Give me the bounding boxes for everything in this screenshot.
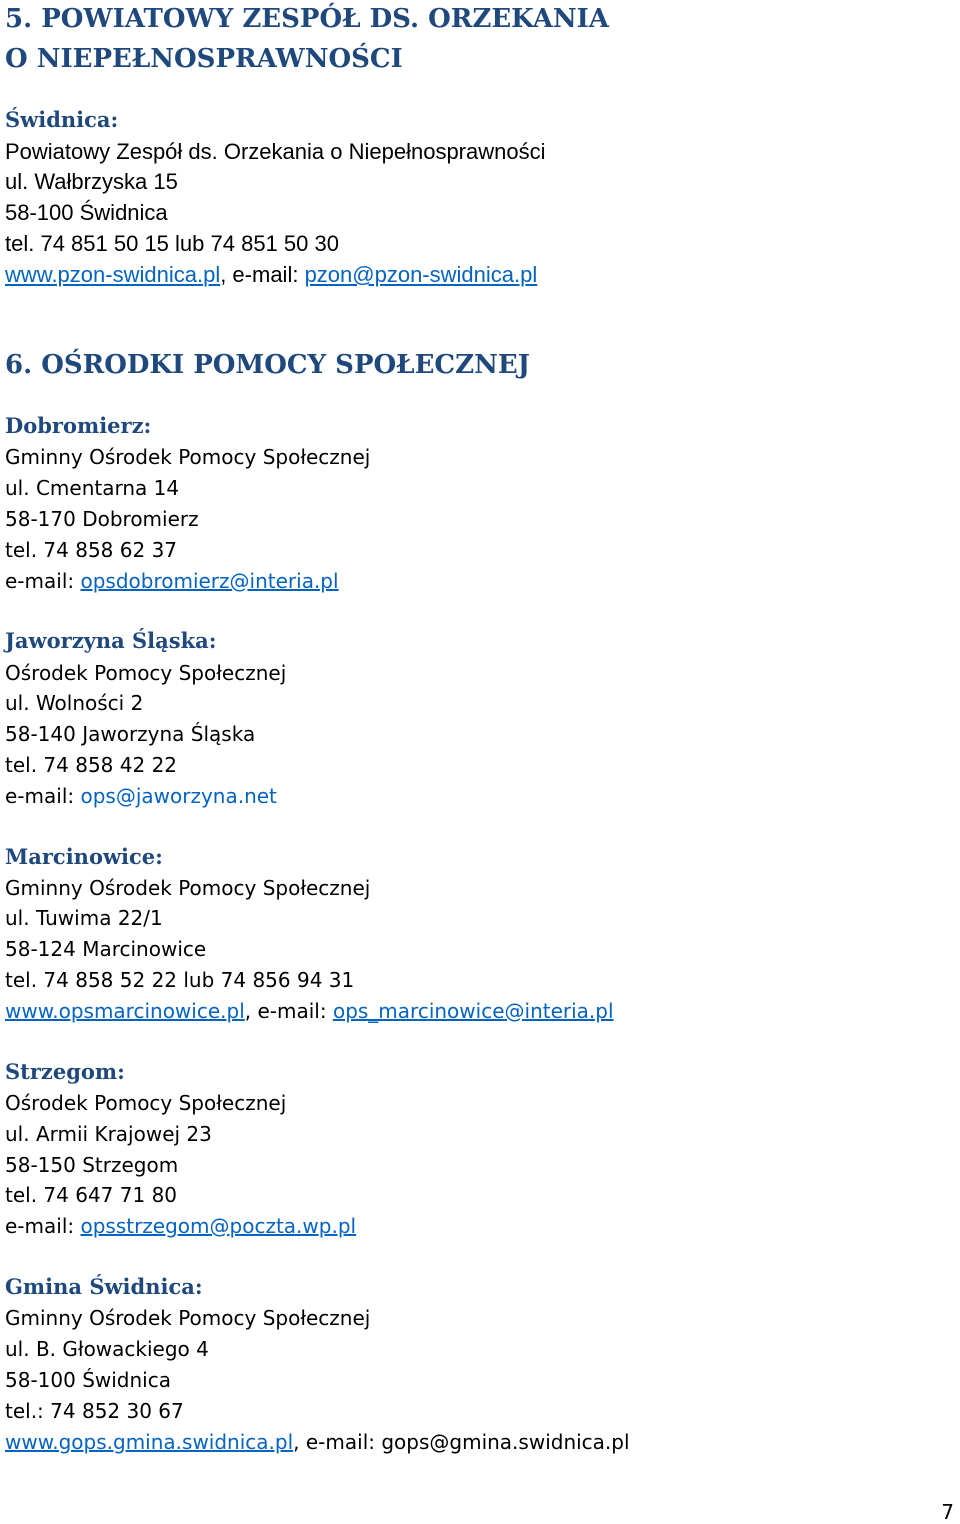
email-label: , e-mail: xyxy=(220,262,305,287)
postal-address: 58-100 Świdnica xyxy=(5,1368,171,1392)
street-address: ul. Wałbrzyska 15 xyxy=(5,169,178,194)
email-link[interactable]: pzon@pzon-swidnica.pl xyxy=(304,262,538,287)
email-label: e-mail: xyxy=(5,1214,81,1238)
street-address: ul. Tuwima 22/1 xyxy=(5,906,163,930)
postal-address: 58-124 Marcinowice xyxy=(5,937,207,961)
institution-name: Ośrodek Pomocy Społecznej xyxy=(5,1091,287,1115)
place-heading-dobromierz: Dobromierz: xyxy=(5,413,152,438)
place-heading-swidnica: Świdnica: xyxy=(5,107,119,132)
email-label: , e-mail: xyxy=(244,999,333,1023)
institution-name: Gminny Ośrodek Pomocy Społecznej xyxy=(5,876,371,900)
email-label: e-mail: xyxy=(5,569,81,593)
place-heading-strzegom: Strzegom: xyxy=(5,1059,125,1084)
page-number: 7 xyxy=(941,1500,954,1524)
street-address: ul. Wolności 2 xyxy=(5,691,144,715)
section-heading-line2: O NIEPEŁNOSPRAWNOŚCI xyxy=(5,44,403,74)
contact-line xyxy=(5,784,277,808)
email-text: , e-mail: gops@gmina.swidnica.pl xyxy=(293,1430,630,1454)
phone-numbers: tel. 74 851 50 15 lub 74 851 50 30 xyxy=(5,231,339,256)
contact-line xyxy=(5,999,614,1023)
street-address: ul. B. Głowackiego 4 xyxy=(5,1337,209,1361)
website-link[interactable]: www.gops.gmina.swidnica.pl xyxy=(5,1430,294,1454)
street-address: ul. Armii Krajowej 23 xyxy=(5,1122,212,1146)
contact-line xyxy=(5,1430,630,1454)
website-link[interactable]: www.pzon-swidnica.pl xyxy=(5,262,221,287)
website-link[interactable]: www.opsmarcinowice.pl xyxy=(5,999,245,1023)
place-heading-gmina-swidnica: Gmina Świdnica: xyxy=(5,1274,203,1299)
email-link[interactable]: opsstrzegom@poczta.wp.pl xyxy=(80,1214,357,1238)
street-address: ul. Cmentarna 14 xyxy=(5,476,180,500)
phone-number: tel. 74 858 62 37 xyxy=(5,538,178,562)
email-link[interactable]: ops@jaworzyna.net xyxy=(80,784,277,808)
place-heading-jaworzyna: Jaworzyna Śląska: xyxy=(5,628,217,653)
contact-line xyxy=(5,569,339,593)
contact-line xyxy=(5,262,537,288)
postal-address: 58-170 Dobromierz xyxy=(5,507,199,531)
email-label: e-mail: xyxy=(5,784,81,808)
section-heading-line1: 5. POWIATOWY ZESPÓŁ DS. ORZEKANIA xyxy=(5,4,609,34)
section-heading: 6. OŚRODKI POMOCY SPOŁECZNEJ xyxy=(5,350,530,380)
phone-number: tel. 74 858 42 22 xyxy=(5,753,178,777)
institution-name: Gminny Ośrodek Pomocy Społecznej xyxy=(5,445,371,469)
place-heading-marcinowice: Marcinowice: xyxy=(5,844,163,869)
email-link[interactable]: ops_marcinowice@interia.pl xyxy=(332,999,614,1023)
phone-number: tel. 74 647 71 80 xyxy=(5,1183,178,1207)
contact-line xyxy=(5,1214,356,1238)
institution-name: Ośrodek Pomocy Społecznej xyxy=(5,661,287,685)
phone-numbers: tel. 74 858 52 22 lub 74 856 94 31 xyxy=(5,968,355,992)
email-link[interactable]: opsdobromierz@interia.pl xyxy=(80,569,339,593)
postal-address: 58-140 Jaworzyna Śląska xyxy=(5,722,256,746)
phone-number: tel.: 74 852 30 67 xyxy=(5,1399,184,1423)
institution-name: Gminny Ośrodek Pomocy Społecznej xyxy=(5,1306,371,1330)
institution-name: Powiatowy Zespół ds. Orzekania o Niepełnosprawności xyxy=(5,139,546,164)
postal-address: 58-150 Strzegom xyxy=(5,1153,179,1177)
postal-address: 58-100 Świdnica xyxy=(5,200,168,225)
